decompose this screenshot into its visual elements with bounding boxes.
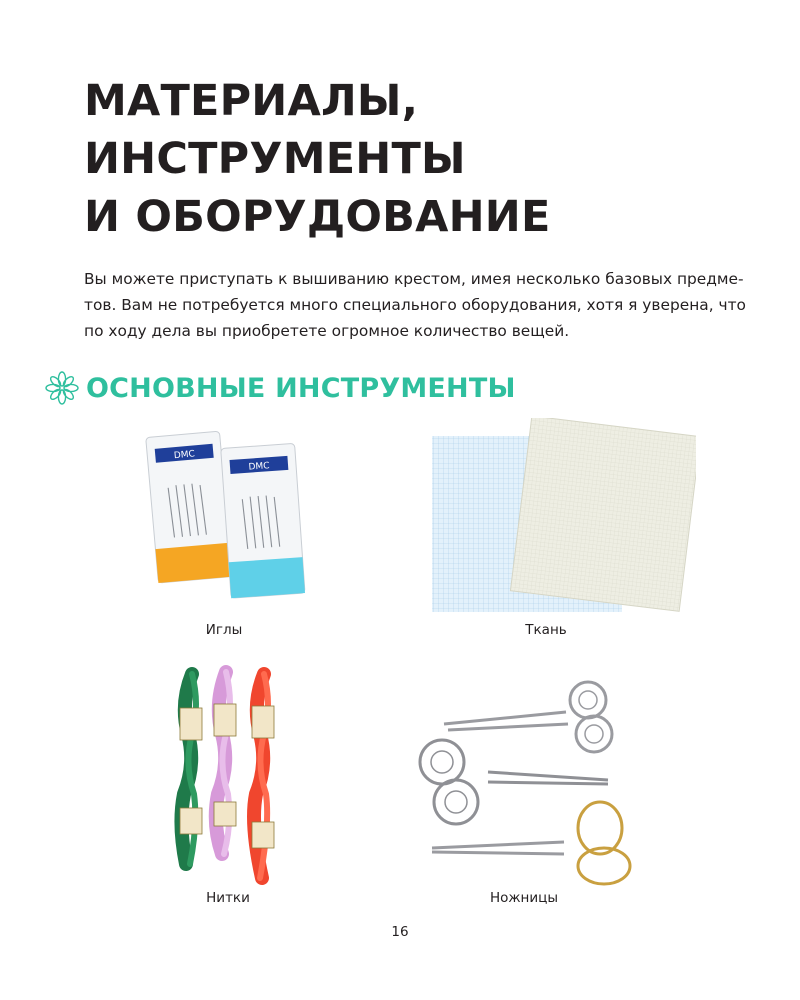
intro-line: тов. Вам не потребуется много специального оборудования, хотя я уверена, что xyxy=(84,296,746,314)
page-title xyxy=(84,72,551,246)
thread-skeins-image xyxy=(166,664,290,886)
intro-paragraph xyxy=(84,266,746,344)
caption-threads: Нитки xyxy=(206,890,250,906)
caption-needles: Иглы xyxy=(205,622,243,638)
title-line: ИНСТРУМЕНТЫ xyxy=(84,134,466,184)
title-line: МАТЕРИАЛЫ, xyxy=(84,76,419,126)
needle-packs-image xyxy=(140,428,306,606)
embroidery-scissors-image xyxy=(404,672,650,894)
fabric-squares-image xyxy=(428,418,696,614)
page-number: 16 xyxy=(391,924,409,940)
section-header xyxy=(44,366,516,410)
svg-text:DMC: DMC xyxy=(173,449,196,462)
svg-text:DMC: DMC xyxy=(248,461,270,473)
title-line: И ОБОРУДОВАНИЕ xyxy=(84,192,551,242)
caption-fabric: Ткань xyxy=(525,622,567,638)
intro-line: по ходу дела вы приобретете огромное количество вещей. xyxy=(84,322,570,340)
flower-ornament-icon xyxy=(44,370,80,406)
section-heading: ОСНОВНЫЕ ИНСТРУМЕНТЫ xyxy=(86,372,516,404)
intro-line: Вы можете приступать к вышиванию крестом, имея несколько базовых предме- xyxy=(84,270,744,288)
caption-scissors: Ножницы xyxy=(489,890,559,906)
